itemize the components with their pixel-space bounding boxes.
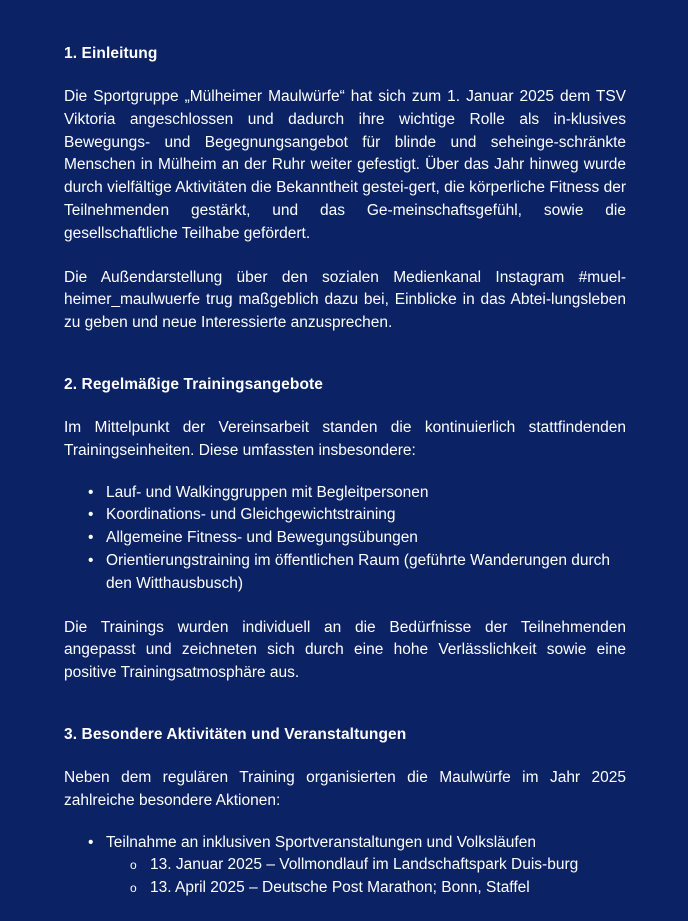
spacer (64, 335, 626, 375)
spacer (64, 395, 626, 417)
sub-bullet-list-veranstaltungen (64, 854, 626, 900)
spacer (64, 813, 626, 832)
list-item: • Lauf- und Walkinggruppen mit Begleitpersonen (64, 482, 626, 505)
spacer (64, 463, 626, 482)
list-item: • Orientierungstraining im öffentlichen Raum (geführte Wanderungen durch den Witthausbusch) (64, 550, 626, 596)
section-heading-trainingsangebote: 2. Regelmäßige Trainingsangebote (64, 375, 324, 393)
spacer (64, 685, 626, 725)
list-item: o 13. April 2025 – Deutsche Post Marathon; Bonn, Staffel (64, 877, 626, 900)
paragraph-trainingsangebote-closing: Die Trainings wurden individuell an die Bedürfnisse der Teilnehmenden angepasst und zeichneten sich durch eine hohe Verlässlichkeit sowie eine positive Trainingsatmosphäre aus. (64, 618, 626, 682)
list-item: • Koordinations- und Gleichgewichtstraining (64, 504, 626, 527)
spacer (64, 596, 626, 617)
list-item: • Teilnahme an inklusiven Sportveranstaltungen und Volksläufen (64, 832, 626, 855)
spacer (64, 745, 626, 767)
bullet-list-besondere-aktivitaeten (64, 832, 626, 855)
list-item: • Allgemeine Fitness- und Bewegungsübungen (64, 527, 626, 550)
spacer (64, 64, 626, 86)
spacer (64, 246, 626, 267)
list-item: o 13. Januar 2025 – Vollmondlauf im Landschaftspark Duis-burg (64, 854, 626, 877)
section-heading-einleitung: 1. Einleitung (64, 45, 158, 62)
section-heading-besondere-aktivitaeten: 3. Besondere Aktivitäten und Veranstaltungen (64, 725, 407, 743)
paragraph-einleitung-1: Die Sportgruppe „Mülheimer Maulwürfe“ hat sich zum 1. Januar 2025 dem TSV Viktoria angeschlossen und dadurch ihre wichtige Rolle als in-klusives Bewegungs- und Begegnungsangebot für blinde und seheinge-schränkte Menschen in Mülheim an der Ruhr weiter gefestigt. Über das Jahr hinweg wurde durch vielfältige Aktivitäten die Bekanntheit gestei-gert, die körperliche Fitness der Teilnehmenden gestärkt, und das Ge-meinschaftsgefühl, sowie die gesellschaftliche Teilhabe gefördert. (64, 88, 626, 242)
paragraph-trainingsangebote-intro: Im Mittelpunkt der Vereinsarbeit standen die kontinuierlich stattfindenden Trainingseinheiten. Diese umfassten insbesondere: (64, 419, 626, 459)
paragraph-einleitung-2: Die Außendarstellung über den sozialen Medienkanal Instagram #muel-heimer_maulwuerfe trug maßgeblich dazu bei, Einblicke in das Abtei-lungsleben zu geben und neue Interessierte anzusprechen. (64, 268, 626, 332)
bullet-list-trainingsangebote (64, 482, 626, 596)
paragraph-besondere-aktivitaeten-intro: Neben dem regulären Training organisierten die Maulwürfe im Jahr 2025 zahlreiche besondere Aktionen: (64, 769, 626, 809)
